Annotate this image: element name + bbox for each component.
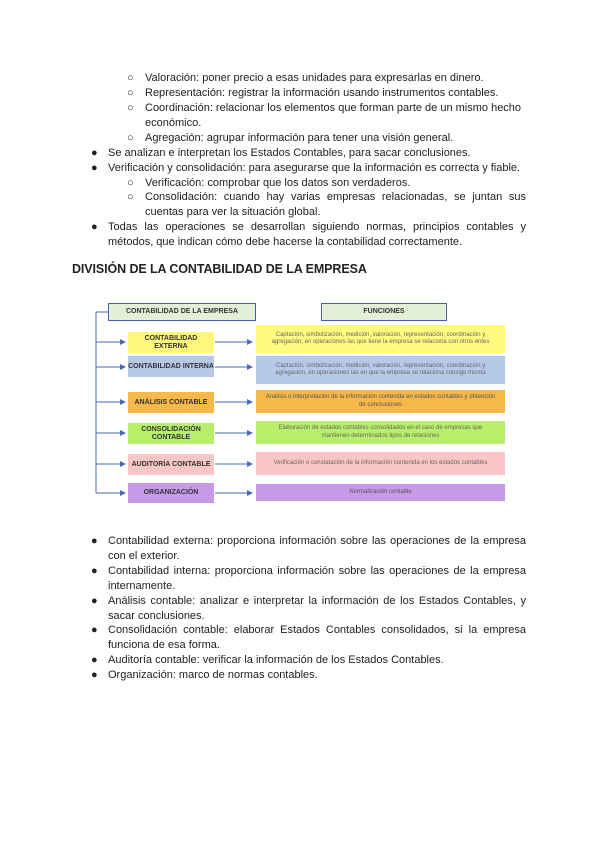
list-item: Valoración: poner precio a esas unidades para expresarlas en dinero. bbox=[145, 72, 484, 84]
accounting-division-diagram bbox=[92, 298, 512, 510]
disc-bullet-icon: ● bbox=[91, 162, 98, 174]
disc-bullet-icon: ● bbox=[91, 624, 98, 636]
list-item: Verificación y consolidación: para asegurarse que la información es correcta y fiable. bbox=[108, 162, 521, 174]
function-box-organizacion: Normalización contable bbox=[256, 484, 505, 501]
category-box-interna: CONTABILIDAD INTERNA bbox=[128, 356, 214, 377]
list-item: Auditoría contable: verificar la información de los Estados Contables. bbox=[108, 654, 444, 666]
list-item-continuation: económico. bbox=[145, 117, 202, 129]
function-box-auditoria: Verificación o constatación de la información contenida en los estados contables bbox=[256, 452, 505, 475]
category-box-externa: CONTABILIDAD EXTERNA bbox=[128, 332, 214, 353]
list-item: Se analizan e interpretan los Estados Contables, para sacar conclusiones. bbox=[108, 147, 471, 159]
circle-bullet-icon: ○ bbox=[127, 72, 134, 84]
list-item: Consolidación: cuando hay varias empresas relacionadas, se juntan sus bbox=[145, 191, 526, 203]
list-item: Análisis contable: analizar e interpretar la información de los Estados Contables, y bbox=[108, 595, 526, 607]
disc-bullet-icon: ● bbox=[91, 535, 98, 547]
list-item: Coordinación: relacionar los elementos que forman parte de un mismo hecho bbox=[145, 102, 522, 114]
disc-bullet-icon: ● bbox=[91, 595, 98, 607]
circle-bullet-icon: ○ bbox=[127, 191, 134, 203]
section-heading: DIVISIÓN DE LA CONTABILIDAD DE LA EMPRESA bbox=[72, 262, 367, 276]
list-item: Contabilidad interna: proporciona información sobre las operaciones de la empresa bbox=[108, 565, 526, 577]
circle-bullet-icon: ○ bbox=[127, 102, 134, 114]
header-right: FUNCIONES bbox=[321, 303, 447, 321]
disc-bullet-icon: ● bbox=[91, 669, 98, 681]
list-item: Agregación: agrupar información para tener una visión general. bbox=[145, 132, 454, 144]
list-item-continuation: con el exterior. bbox=[108, 550, 180, 562]
category-box-organizacion: ORGANIZACIÓN bbox=[128, 483, 214, 503]
category-box-analisis: ANÁLISIS CONTABLE bbox=[128, 392, 214, 413]
function-box-externa: Captación, simbolización, medición, valoración, representación, coordinación y agregación, en operaciones las que tiene la empresa se relaciona con otros entes bbox=[256, 325, 505, 353]
list-item: Representación: registrar la información usando instrumentos contables. bbox=[145, 87, 499, 99]
disc-bullet-icon: ● bbox=[91, 147, 98, 159]
circle-bullet-icon: ○ bbox=[127, 87, 134, 99]
category-box-auditoria: AUDITORÍA CONTABLE bbox=[128, 454, 214, 475]
list-item: Contabilidad externa: proporciona información sobre las operaciones de la empresa bbox=[108, 535, 526, 547]
header-left: CONTABILIDAD DE LA EMPRESA bbox=[108, 303, 256, 321]
circle-bullet-icon: ○ bbox=[127, 177, 134, 189]
list-item: Todas las operaciones se desarrollan siguiendo normas, principios contables y bbox=[108, 221, 526, 233]
list-item-continuation: funciona de esa forma. bbox=[108, 639, 220, 651]
list-item: Organización: marco de normas contables. bbox=[108, 669, 318, 681]
list-item-continuation: internamente. bbox=[108, 580, 176, 592]
disc-bullet-icon: ● bbox=[91, 565, 98, 577]
function-box-interna: Captación, simbolización, medición, valoración, representación, coordinación y agregación, en operaciones las en que la empresa se relaciona consigo misma bbox=[256, 356, 505, 384]
list-item: Consolidación contable: elaborar Estados Contables consolidados, si la empresa bbox=[108, 624, 526, 636]
category-box-consolidacion: CONSOLIDACIÓN CONTABLE bbox=[128, 423, 214, 444]
circle-bullet-icon: ○ bbox=[127, 132, 134, 144]
function-box-consolidacion: Elaboración de estados contables consolidados en el caso de empresas que mantienen determinados tipos de relaciones bbox=[256, 421, 505, 444]
list-item-continuation: métodos, que indican cómo debe hacerse la contabilidad correctamente. bbox=[108, 236, 463, 248]
list-item: Verificación: comprobar que los datos son verdaderos. bbox=[145, 177, 411, 189]
function-box-analisis: Análisis o interpretación de la información contenida en estados contables y obtención de conclusiones bbox=[256, 390, 505, 413]
disc-bullet-icon: ● bbox=[91, 654, 98, 666]
disc-bullet-icon: ● bbox=[91, 221, 98, 233]
list-item-continuation: sacar conclusiones. bbox=[108, 610, 205, 622]
list-item-continuation: cuentas para ver la situación global. bbox=[145, 206, 321, 218]
